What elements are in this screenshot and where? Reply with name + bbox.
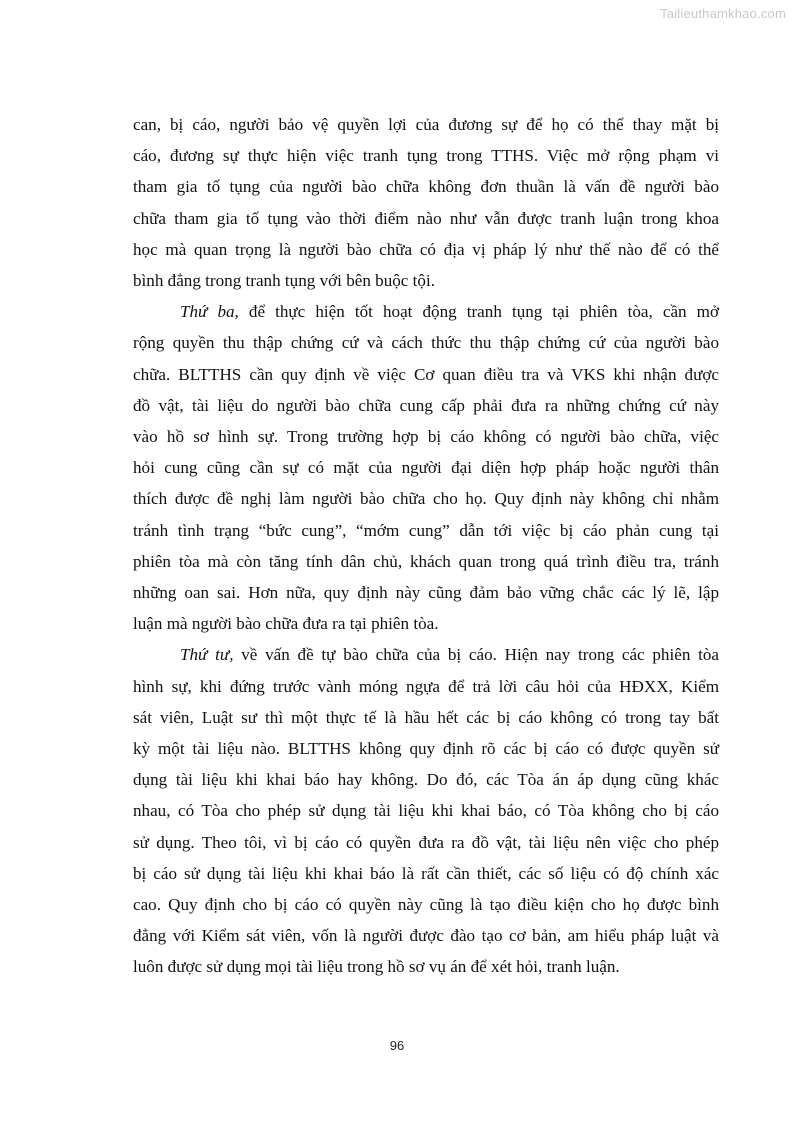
text-line: [133, 671, 719, 702]
text-line: [133, 515, 719, 546]
text-line: [133, 327, 719, 358]
text-line: [133, 296, 719, 327]
text-line: [133, 203, 719, 234]
line-text: những oan sai. Hơn nữa, quy định này cũng đảm bảo vững chắc các lý lẽ, lập: [133, 583, 719, 603]
line-text: dụng tài liệu khi khai báo hay không. Do đó, các Tòa án áp dụng cũng khác: [133, 770, 719, 790]
paragraph: [133, 639, 719, 982]
line-text: cáo, đương sự thực hiện việc tranh tụng trong TTHS. Việc mở rộng phạm vi: [133, 146, 719, 166]
text-line: [133, 390, 719, 421]
text-line: [133, 764, 719, 795]
text-line: [133, 702, 719, 733]
paragraph-lead: Thứ tư,: [180, 645, 234, 665]
text-line: [133, 733, 719, 764]
line-text: thích được đề nghị làm người bào chữa cho họ. Quy định này không chỉ nhằm: [133, 489, 719, 509]
line-text: vào hồ sơ hình sự. Trong trường hợp bị cáo không có người bào chữa, việc: [133, 427, 719, 447]
line-text: hỏi cung cũng cần sự có mặt của người đại diện hợp pháp hoặc người thân: [133, 458, 719, 478]
line-text: luôn được sử dụng mọi tài liệu trong hồ sơ vụ án để xét hỏi, tranh luận.: [133, 957, 620, 977]
line-text: kỳ một tài liệu nào. BLTTHS không quy định rõ các bị cáo có được quyền sử: [133, 739, 719, 759]
text-line: [133, 920, 719, 951]
line-text: sát viên, Luật sư thì một thực tế là hầu hết các bị cáo không có trong tay bất: [133, 707, 719, 727]
page-number: 96: [389, 1038, 405, 1053]
text-line: [133, 483, 719, 514]
text-line: [133, 795, 719, 826]
paragraph: [133, 296, 719, 639]
text-line: [133, 577, 719, 608]
text-line: [133, 359, 719, 390]
line-text: nhau, có Tòa cho phép sử dụng tài liệu khi khai báo, có Tòa không cho bị cáo: [133, 801, 719, 821]
line-text: học mà quan trọng là người bào chữa có địa vị pháp lý như thế nào để có thể: [133, 239, 719, 259]
line-text: can, bị cáo, người bảo vệ quyền lợi của đương sự để họ có thể thay mặt bị: [133, 115, 719, 134]
line-text: chữa. BLTTHS cần quy định về việc Cơ quan điều tra và VKS khi nhận được: [133, 364, 719, 384]
text-line: [133, 827, 719, 858]
text-line: [133, 265, 719, 296]
line-text: rộng quyền thu thập chứng cứ và cách thức thu thập chứng cứ của người bào: [133, 333, 719, 353]
text-line: [133, 639, 719, 670]
line-text: đẳng với Kiểm sát viên, vốn là người được đào tạo cơ bản, am hiểu pháp luật và: [133, 926, 719, 946]
text-line: [133, 234, 719, 265]
text-line: [133, 546, 719, 577]
line-text: chữa tham gia tố tụng vào thời điểm nào như vẫn được tranh luận trong khoa: [133, 208, 719, 228]
line-text: để thực hiện tốt hoạt động tranh tụng tại phiên tòa, cần mở: [238, 302, 719, 322]
line-text: bị cáo sử dụng tài liệu khi khai báo là rất cần thiết, các số liệu có độ chính xác: [133, 863, 719, 883]
text-line: [133, 452, 719, 483]
text-line: [133, 608, 719, 639]
paragraph-lead: Thứ ba,: [180, 302, 239, 322]
line-text: về vấn đề tự bào chữa của bị cáo. Hiện nay trong các phiên tòa: [233, 645, 720, 665]
text-line: [133, 951, 719, 982]
text-line: [133, 171, 719, 202]
line-text: bình đẳng trong tranh tụng với bên buộc tội.: [133, 271, 435, 291]
line-text: đồ vật, tài liệu do người bào chữa cung cấp phải đưa ra những chứng cứ này: [133, 395, 719, 415]
paragraph: [133, 109, 719, 296]
line-text: cao. Quy định cho bị cáo có quyền này cũng là tạo điều kiện cho họ được bình: [133, 895, 719, 915]
text-line: [133, 109, 719, 140]
line-text: tránh tình trạng “bức cung”, “mớm cung” dẫn tới việc bị cáo phản cung tại: [133, 520, 719, 540]
text-line: [133, 858, 719, 889]
line-text: sử dụng. Theo tôi, vì bị cáo có quyền đưa ra đồ vật, tài liệu nên việc cho phép: [133, 832, 719, 852]
text-line: [133, 421, 719, 452]
line-text: hình sự, khi đứng trước vành móng ngựa để trả lời câu hỏi của HĐXX, Kiểm: [133, 676, 719, 696]
watermark-text: Tailieuthamkhao.com: [660, 6, 786, 21]
line-text: luận mà người bào chữa đưa ra tại phiên tòa.: [133, 614, 439, 634]
document-body: [133, 109, 719, 983]
text-line: [133, 889, 719, 920]
line-text: tham gia tố tụng của người bào chữa không đơn thuần là vấn đề người bào: [133, 177, 719, 197]
text-line: [133, 140, 719, 171]
line-text: phiên tòa mà còn tăng tính dân chủ, khách quan trong quá trình điều tra, tránh: [133, 551, 719, 571]
